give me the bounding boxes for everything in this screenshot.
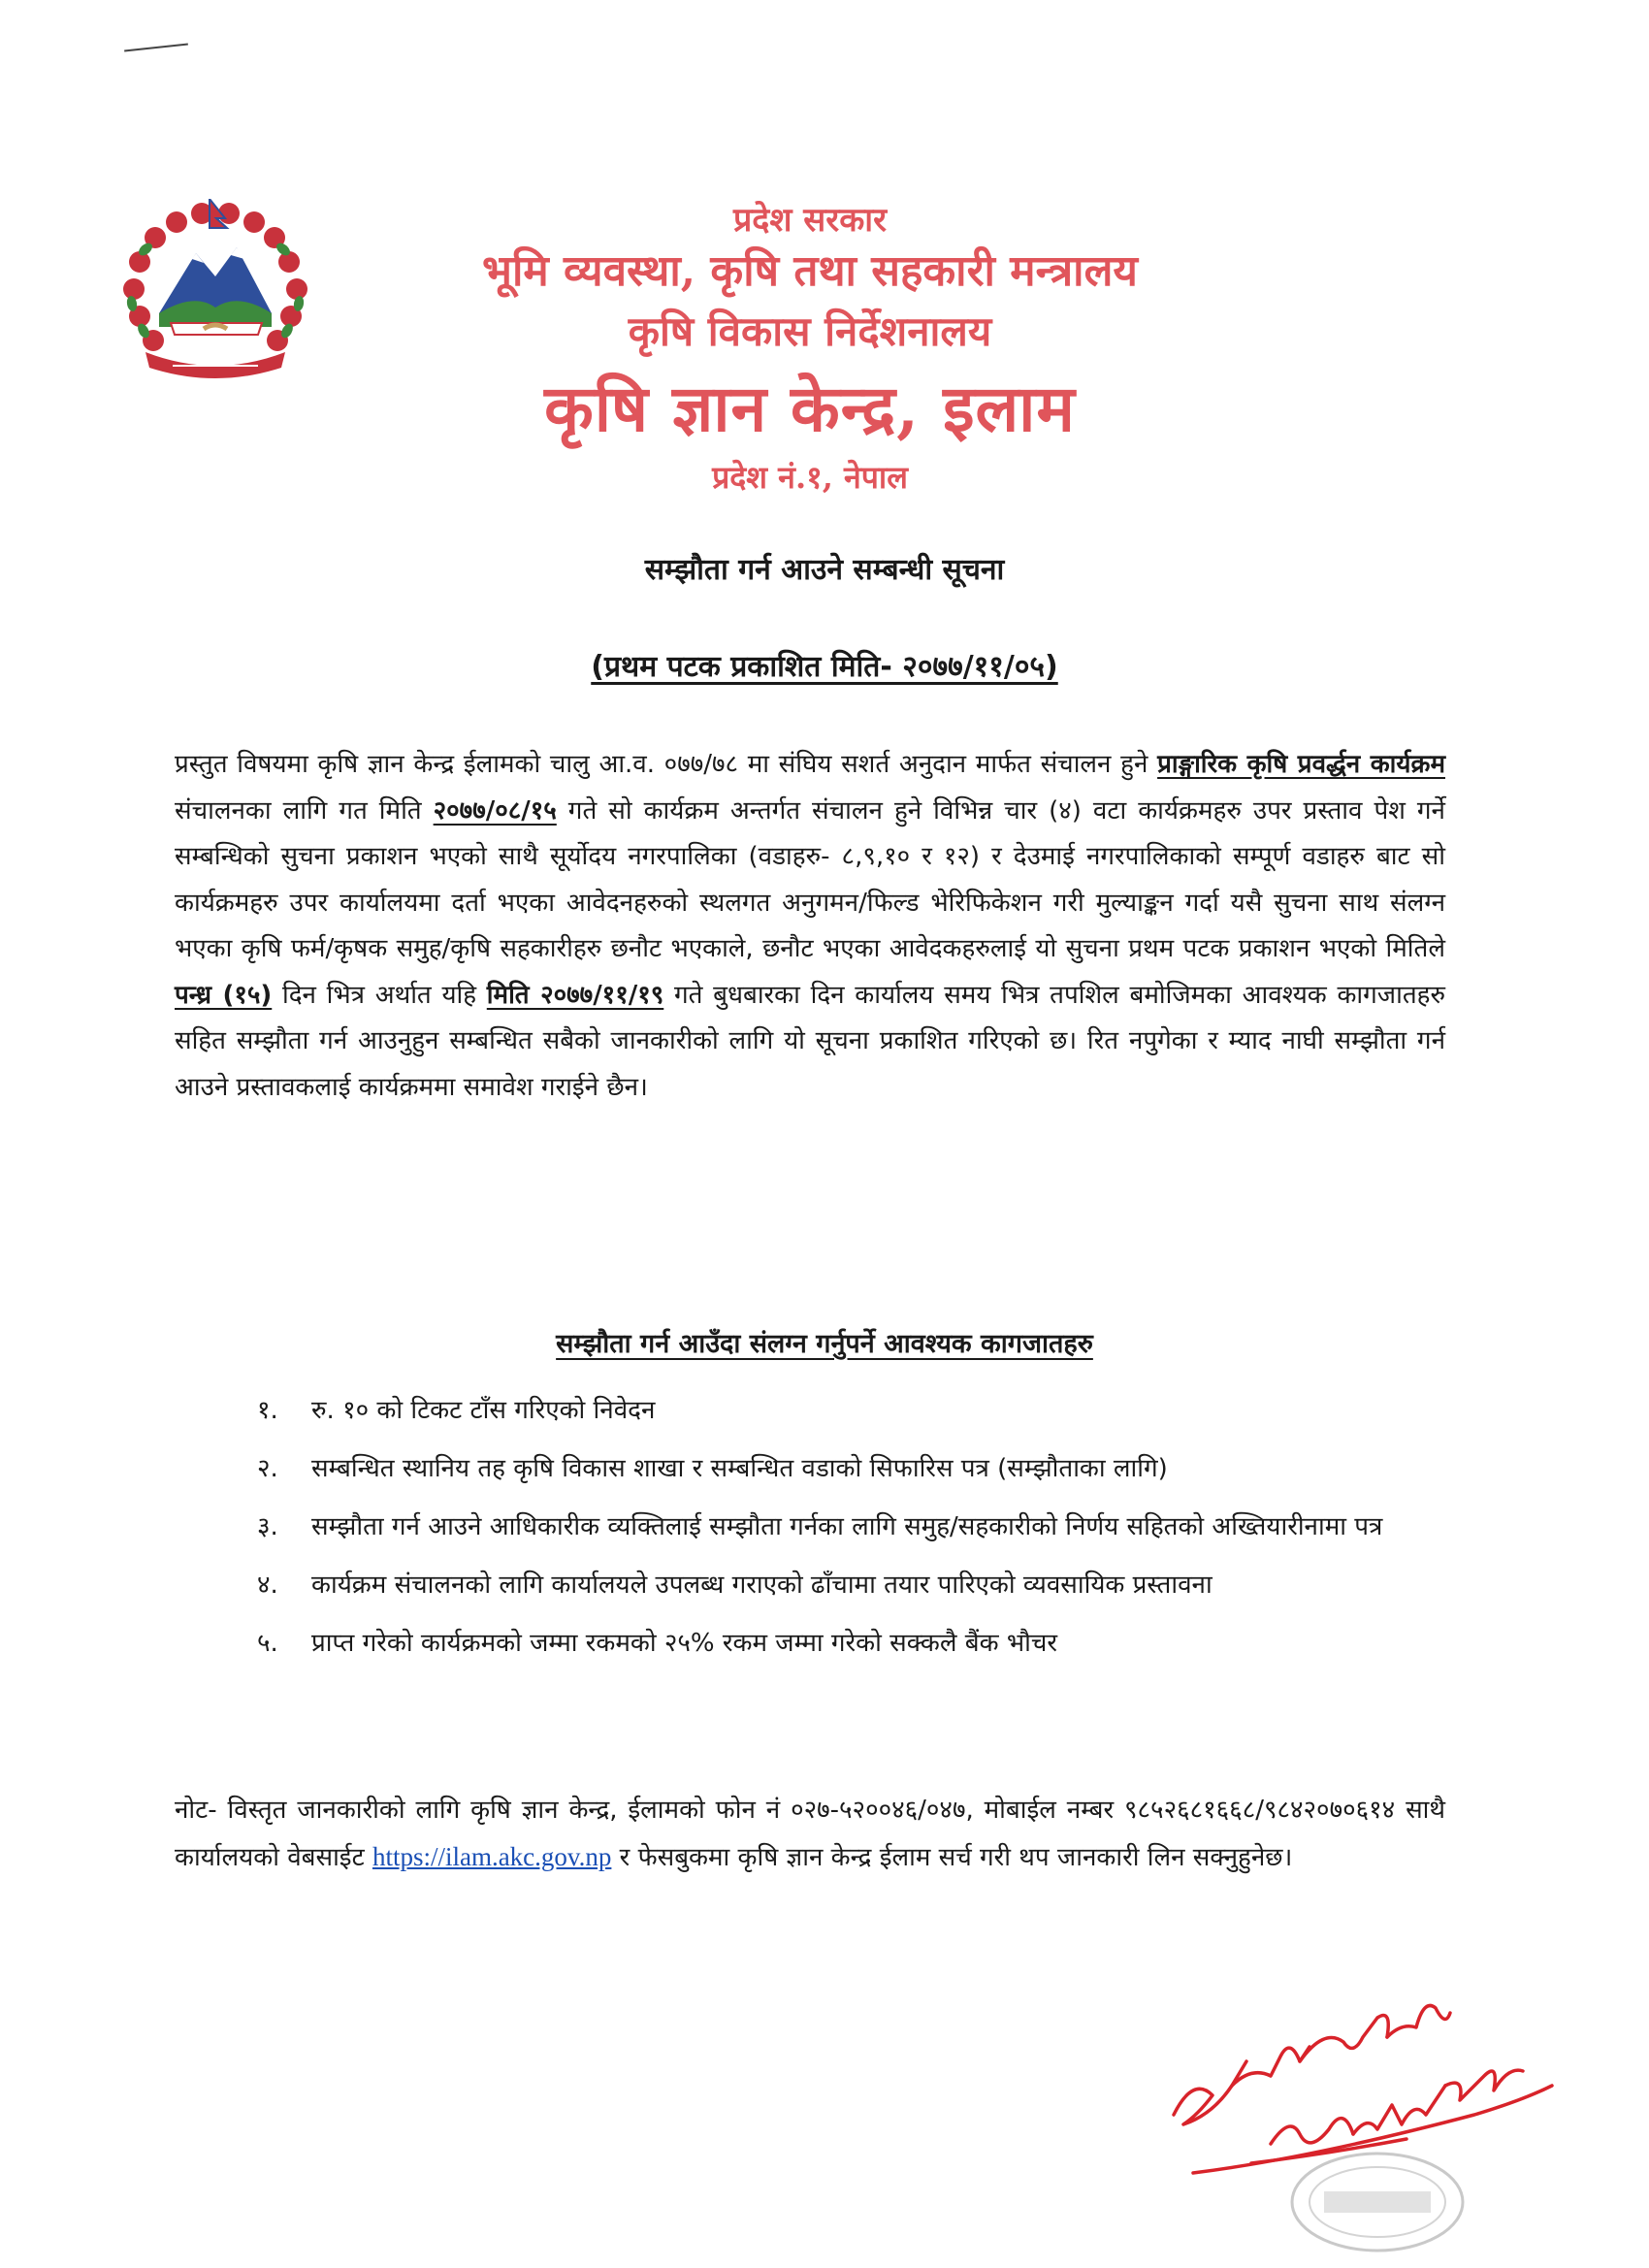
published-date: (प्रथम पटक प्रकाशित मिति- २०७७/११/०५) [591,650,1058,684]
nepal-emblem-icon [116,199,315,388]
program-name: प्राङ्गारिक कृषि प्रवर्द्धन कार्यक्रम [1157,750,1445,779]
body-text-4: दिन भित्र अर्थात यहि [272,980,487,1010]
list-item-text: रु. १० को टिकट टाँस गरिएको निवेदन [311,1396,656,1425]
list-item-number: ३. [257,1512,278,1541]
required-documents-heading: सम्झौता गर्न आउँदा संलग्न गर्नुपर्ने आवश्यक कागजातहरु [556,1329,1093,1359]
body-text-5: गते बुधबारका दिन कार्यालय समय भित्र तपशिल बमोजिमका आवश्यक कागजातहरु सहित सम्झौता गर्न आउनुहुन सम्बन्धित सबैको जानकारीको लागि यो सूचना प्रकाशित गरिएको छ। रित नपुगेका र म्याद नाघी सम्झौता गर्न आउने प्रस्तावकलाई कार्यक्रममा समावेश गराईने छैन। [175,980,1445,1102]
list-item-text: कार्यक्रम संचालनको लागि कार्यालयले उपलब्ध गराएको ढाँचामा तयार पारिएको व्यवसायिक प्रस्तावना [311,1571,1212,1600]
required-documents-list [257,1389,1421,1680]
letterhead-ministry: भूमि व्यवस्था, कृषि तथा सहकारी मन्त्रालय [482,246,1138,296]
website-link[interactable]: https://ilam.akc.gov.np [372,1842,612,1871]
deadline-date: मिति २०७७/११/१९ [486,980,664,1010]
signature-icon [1154,1969,1562,2212]
list-item [257,1564,1421,1606]
list-item-text: सम्झौता गर्न आउने आधिकारीक व्यक्तिलाई सम्झौता गर्नका लागि समुह/सहकारीको निर्णय सहितको अख्तियारीनामा पत्र [311,1512,1383,1541]
earlier-notice-date: २०७७/०८/१५ [433,795,557,826]
body-text-2: संचालनका लागि गत मिति [175,795,434,826]
letterhead [320,199,1300,500]
list-item-number: १. [257,1396,278,1425]
letterhead-province: प्रदेश नं.१, नेपाल [712,459,908,496]
notice-subject: सम्झौता गर्न आउने सम्बन्धी सूचना [644,553,1005,587]
notice-body [175,742,1445,1111]
list-item-text: प्राप्त गरेको कार्यक्रमको जम्मा रकमको २५% रकम जम्मा गरेको सक्कलै बैंक भौचर [311,1629,1057,1658]
list-item-number: २. [257,1454,278,1483]
list-item [257,1389,1421,1432]
letterhead-directorate: कृषि विकास निर्देशनालय [628,308,992,355]
list-item-number: ४. [257,1571,278,1600]
letterhead-government: प्रदेश सरकार [732,201,888,240]
list-item-number: ५. [257,1629,278,1658]
letterhead-office: कृषि ज्ञान केन्द्र, इलाम [544,371,1076,446]
pen-mark [124,44,188,52]
list-item-text: सम्बन्धित स्थानिय तह कृषि विकास शाखा र सम्बन्धित वडाको सिफारिस पत्र (सम्झौताका लागि) [311,1454,1168,1483]
list-item [257,1447,1421,1490]
list-item [257,1622,1421,1665]
deadline-days: पन्ध्र (१५) [175,980,273,1010]
body-text-3: गते सो कार्यक्रम अन्तर्गत संचालन हुने विभिन्न चार (४) वटा कार्यक्रमहरु उपर प्रस्ताव पेश गर्ने सम्बन्धिको सुचना प्रकाशन भएको साथै सूर्योदय नगरपालिका (वडाहरु- ८,९,१० र १२) र देउमाई नगरपालिकाको सम्पूर्ण वडाहरु बाट सो कार्यक्रमहरु उपर कार्यालयमा दर्ता भएका आवेदनहरुको स्थलगत अनुगमन/फिल्ड भेरिफिकेशन गरी मुल्याङ्कन गर्दा यसै सुचना साथ संलग्न भएका कृषि फर्म/कृषक समुह/कृषि सहकारीहरु छनौट भएकाले, छनौट भएका आवेदकहरुलाई यो सुचना प्रथम पटक प्रकाशन भएको मितिले [175,795,1445,963]
contact-note [175,1787,1445,1881]
list-item [257,1506,1421,1548]
note-text-2: र फेसबुकमा कृषि ज्ञान केन्द्र ईलाम सर्च गरी थप जानकारी लिन सक्नुहुनेछ। [611,1843,1293,1872]
body-text-1: प्रस्तुत विषयमा कृषि ज्ञान केन्द्र ईलामको चालु आ.व. ०७७/७८ मा संघिय सशर्त अनुदान मार्फत संचालन हुने [175,750,1158,779]
note-text-1: नोट- विस्तृत जानकारीको लागि कृषि ज्ञान केन्द्र, ईलामको फोन नं ०२७-५२००४६/०४७, मोबाईल नम्बर ९८५२६८१६६८/९८४२०७०६१४ साथै कार्यालयको वेबसाईट [175,1796,1445,1872]
